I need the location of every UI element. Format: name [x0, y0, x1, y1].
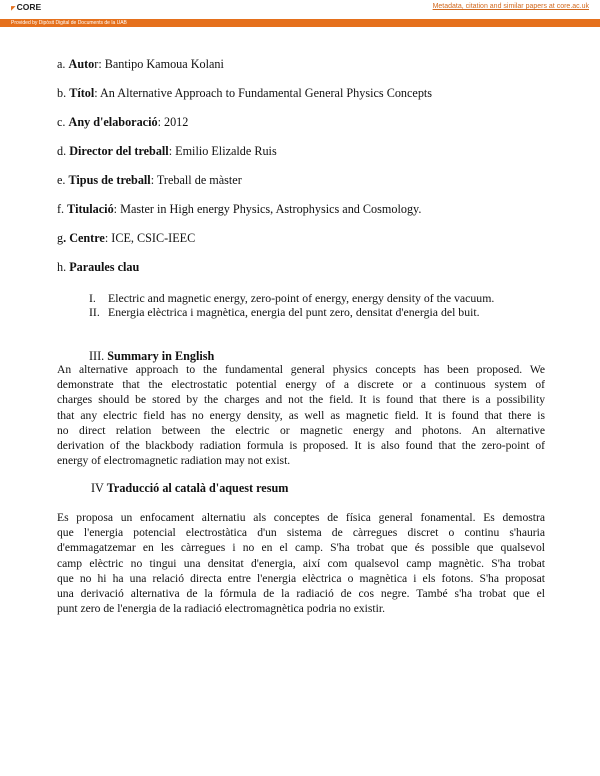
keyword-item: [89, 291, 494, 306]
field-tipus: [57, 173, 242, 188]
summary-ca-body: [57, 510, 545, 616]
field-prefix: e.: [57, 173, 69, 187]
core-header: [0, 0, 600, 19]
field-prefix: c.: [57, 115, 69, 129]
keyword-text: Energia elèctrica i magnètica, energia del punt zero, densitat d'energia del buit.: [108, 305, 480, 319]
field-director: [57, 144, 277, 159]
summary-ca-heading: [91, 481, 288, 496]
field-any: [57, 115, 188, 130]
paragraph-line: punt zero de l'energia de la radiació electromagnètica podria no existir.: [57, 602, 385, 616]
field-label-rest: r: [94, 57, 99, 71]
field-value: : Treball de màster: [150, 173, 242, 187]
provided-by-bar: [0, 19, 600, 27]
field-titulacio: [57, 202, 421, 217]
field-value: : Master in High energy Physics, Astrophysics and Cosmology.: [113, 202, 422, 216]
field-label: Director del treball: [69, 144, 169, 158]
paragraph-line: derivation of the blackbody radiation formula is proposed. It is also found that the zero-point of: [57, 439, 545, 453]
field-label: . Centre: [63, 231, 105, 245]
field-label: Tipus de treball: [68, 173, 151, 187]
field-titol: [57, 86, 432, 101]
field-value: : ICE, CSIC-IEEC: [104, 231, 196, 245]
section-title: Traducció al català d'aquest resum: [106, 481, 289, 495]
provided-by-text[interactable]: Provided by Dipòsit Digital de Documents de la UAB: [11, 20, 127, 26]
paragraph-line: que no hi ha una relació directa entre l'energia elèctrica o magnètica i els fotons. S'ha proposat: [57, 571, 545, 585]
keyword-number: I.: [89, 291, 96, 305]
summary-en-body: [57, 362, 545, 468]
section-number: IV: [91, 481, 107, 495]
paragraph-line: that any electric field has no energy density, as well as magnetic field. It is found that there is: [57, 408, 545, 422]
paragraph-line: no direct relation between the electric or magnetic energy and photons. An alternative: [57, 423, 545, 437]
field-label: Títol: [69, 86, 95, 100]
paragraph-line: camp elèctric no tingui una densitat d'energia, així com qualsevol camp magnètic. S'ha trobat: [57, 556, 545, 570]
field-autor: [57, 57, 224, 72]
field-label: Any d'elaboració: [68, 115, 158, 129]
field-centre: [57, 231, 195, 246]
paragraph-line: energy of electromagnetic radiation may not exist.: [57, 454, 291, 468]
field-prefix: f.: [57, 202, 68, 216]
core-logo[interactable]: [11, 2, 41, 12]
field-prefix: g: [57, 231, 64, 245]
core-logo-text: CORE: [16, 2, 42, 12]
field-value: : Emilio Elizalde Ruis: [168, 144, 277, 158]
paragraph-line: An alternative approach to the fundamental general physics concepts has been proposed. We: [57, 363, 545, 376]
field-prefix: b.: [57, 86, 70, 100]
field-value: : Bantipo Kamoua Kolani: [98, 57, 224, 71]
keyword-number: II.: [89, 305, 100, 319]
paragraph-line: demonstrate that the electrostatic potential energy of a discrete or a continuous system of: [57, 378, 545, 392]
field-paraules-clau: [57, 260, 139, 275]
field-value: : An Alternative Approach to Fundamental General Physics Concepts: [94, 86, 433, 100]
core-logo-icon: ◤: [11, 6, 16, 12]
core-metadata-link[interactable]: Metadata, citation and similar papers at core.ac.uk: [432, 3, 589, 10]
section-title: Summary in English: [107, 349, 215, 363]
keyword-text: Electric and magnetic energy, zero-point of energy, energy density of the vacuum.: [108, 291, 495, 305]
field-label: Titulació: [67, 202, 114, 216]
field-value: : 2012: [157, 115, 189, 129]
paragraph-line: una derivació alternativa de la fórmula de la radiació de cos negre. També s'ha trobat que el: [57, 587, 545, 601]
paragraph-line: Es proposa un enfocament alternatiu als conceptes de física general fonamental. Es demostra: [57, 511, 545, 524]
paragraph-line: charges should be stored by the charges and not the field. It is found that there is a possibility: [57, 393, 545, 407]
paragraph-line: d'emmagatzemar en les càrregues i no en el camp. S'ha trobat que és possible que qualsevol: [57, 541, 545, 555]
paragraph-line: que l'energia potencial electrostàtica d'un sistema de càrregues discret o continu s'hauria: [57, 526, 545, 540]
section-number: III.: [89, 349, 108, 363]
field-label: Paraules clau: [69, 260, 140, 274]
field-label: Auto: [68, 57, 95, 71]
field-prefix: a.: [57, 57, 69, 71]
field-prefix: h.: [57, 260, 70, 274]
field-prefix: d.: [57, 144, 70, 158]
keyword-item: [89, 305, 480, 320]
